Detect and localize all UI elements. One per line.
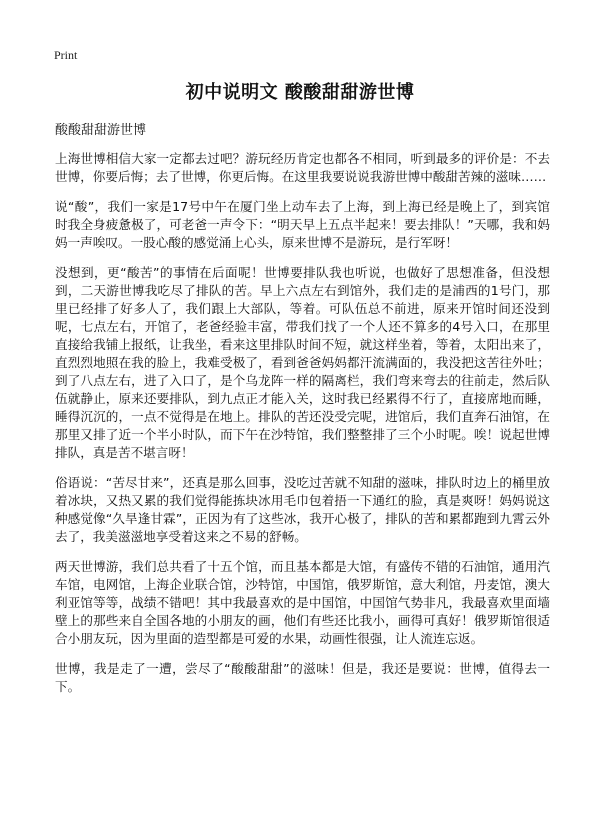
paragraph: 上海世博相信大家一定都去过吧？游玩经历肯定也都各不相同，听到最多的评价是：不去世博，你要后悔；去了世博，你更后悔。在这里我要说说我游世博中酸甜苦辣的滋味……	[55, 151, 550, 184]
paragraph: 世博，我是走了一遭，尝尽了“酸酸甜甜”的滋味！但是，我还是要说：世博，值得去一下。	[55, 661, 550, 694]
article-subtitle: 酸酸甜甜游世博	[55, 123, 147, 138]
paragraph: 两天世博游，我们总共看了十五个馆，而且基本都是大馆，有盛传不错的石油馆，通用汽车馆，电网馆，上海企业联合馆，沙特馆，中国馆，俄罗斯馆，意大利馆，丹麦馆，澳大利亚馆等等，战绩不错吧！其中我最喜欢的是中国馆，中国馆气势非凡，我最喜欢里面墙壁上的那些来自全国各地的小朋友的画，他们有些还比我小，画得可真好！俄罗斯馆很适合小朋友玩，因为里面的造型都是可爱的水果，动画性很强，让人流连忘返。	[55, 559, 550, 646]
article-body	[55, 150, 550, 708]
print-link[interactable]: Print	[54, 48, 78, 62]
paragraph: 俗语说：“苦尽甘来”，还真是那么回事，没吃过苦就不知甜的滋味，排队时边上的桶里放着冰块，又热又累的我们觉得能拣块冰用毛巾包着捂一下通红的脸，真是爽呀！妈妈说这种感觉像“久旱逢甘霖”，正因为有了这些冰，我开心极了，排队的苦和累都跑到九霄云外去了，我美滋滋地享受着这来之不易的舒畅。	[55, 475, 550, 544]
paragraph: 说“酸”，我们一家是17号中午在厦门坐上动车去了上海，到上海已经是晚上了，到宾馆时我全身疲惫极了，可老爸一声令下：“明天早上五点半起来！要去排队！”天哪，我和妈妈一声唉叹。一股心酸的感觉涌上心头，原来世博不是游玩，是行军呀！	[55, 199, 550, 250]
page-title: 初中说明文 酸酸甜甜游世博	[185, 82, 415, 103]
paragraph: 没想到，更“酸苦”的事情在后面呢！世博要排队我也听说，也做好了思想准备，但没想到，二天游世博我吃尽了排队的苦。早上六点左右到馆外，我们走的是浦西的1号门，那里已经排了好多人了，我们跟上大部队，等着。可队伍总不前进，原来开馆时间还没到呢，七点左右，开馆了，老爸经验丰富，带我们找了一个人还不算多的4号入口，在那里直接给我铺上报纸，让我坐，看来这里排队时间不短，就这样坐着，等着，太阳出来了，直烈烈地照在我的脸上，我难受极了，看到爸爸妈妈都汗流满面的，我没把这苦往外吐；到了八点左右，进了入口了，是个乌龙阵一样的隔离栏，我们弯来弯去的往前走，然后队伍就静止，原来还要排队，到九点正才能入关，这时我已经累得不行了，直接席地而睡，睡得沉沉的，一点不觉得是在地上。排队的苦还没受完呢，进馆后，我们直奔石油馆，在那里又排了近一个半小时队，而下午在沙特馆，我们整整排了三个小时呢。唉！说起世博排队，真是苦不堪言呀！	[55, 265, 550, 460]
